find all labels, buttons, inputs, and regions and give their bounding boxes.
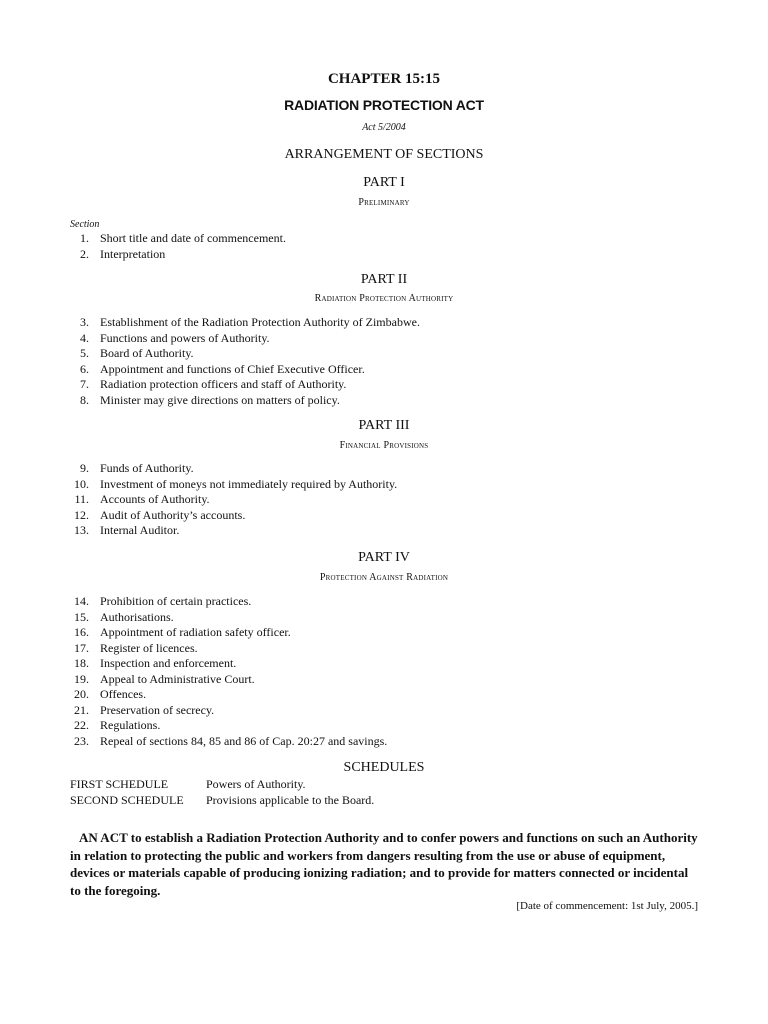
section-number: 4.	[80, 330, 89, 345]
chapter-number: CHAPTER 15:15	[327, 71, 441, 87]
section-number: 20.	[74, 687, 89, 701]
section-number: 16.	[74, 625, 89, 639]
section-item	[70, 346, 698, 362]
act-title: RADIATION PROTECTION ACT	[284, 97, 484, 113]
section-title: Appointment of radiation safety officer.	[100, 625, 291, 639]
schedules-heading: SCHEDULES	[343, 760, 425, 775]
section-number: 10.	[74, 476, 89, 491]
section-number: 9.	[80, 461, 89, 475]
part-3-subheading: Financial Provisions	[339, 440, 429, 451]
arrangement-heading: ARRANGEMENT OF SECTIONS	[284, 147, 484, 162]
section-item	[70, 687, 698, 703]
section-title: Regulations.	[100, 718, 161, 732]
section-item	[70, 703, 698, 719]
section-title: Authorisations.	[100, 609, 174, 624]
part-2-subheading: Radiation Protection Authority	[314, 293, 454, 304]
schedule-description: Powers of Authority.	[206, 777, 306, 791]
section-number: 19.	[74, 671, 89, 686]
section-title: Appeal to Administrative Court.	[100, 671, 255, 686]
section-title: Board of Authority.	[100, 346, 194, 360]
section-label: Section	[70, 219, 100, 230]
section-number: 12.	[74, 507, 89, 522]
section-item	[70, 461, 698, 477]
part-1-heading: PART I	[363, 175, 405, 190]
section-item	[70, 734, 698, 750]
section-title: Appointment and functions of Chief Executive Officer.	[100, 361, 365, 376]
section-item	[70, 231, 698, 247]
section-item	[70, 362, 698, 378]
section-title: Minister may give directions on matters of policy.	[100, 392, 340, 407]
section-number: 1.	[80, 231, 89, 245]
section-title: Audit of Authority’s accounts.	[100, 507, 246, 522]
section-title: Accounts of Authority.	[100, 492, 210, 506]
section-title: Interpretation	[100, 246, 166, 261]
section-title: Investment of moneys not immediately required by Authority.	[100, 476, 398, 491]
part-4-sections	[70, 594, 698, 749]
section-title: Register of licences.	[100, 640, 198, 655]
section-number: 18.	[74, 656, 89, 670]
section-number: 22.	[74, 718, 89, 732]
section-number: 23.	[74, 733, 89, 748]
section-title: Functions and powers of Authority.	[100, 330, 270, 345]
section-title: Establishment of the Radiation Protection Authority of Zimbabwe.	[100, 315, 420, 329]
commencement-date: [Date of commencement: 1st July, 2005.]	[516, 900, 698, 912]
section-item	[70, 610, 698, 626]
section-item	[70, 718, 698, 734]
schedule-name: FIRST SCHEDULE	[70, 777, 169, 791]
part-4-subheading: Protection Against Radiation	[319, 572, 449, 583]
section-title: Short title and date of commencement.	[100, 231, 286, 245]
section-item	[70, 393, 698, 409]
section-number: 6.	[80, 361, 89, 376]
act-preamble: AN ACT to establish a Radiation Protection Authority and to confer powers and functions on such an Authority in relation to protecting the public and workers from dangers resulting from the use or abuse of equipment, devices or materials capable of producing ionizing radiation; and to provide for matters connected or incidental to the foregoing.	[70, 830, 698, 898]
section-item	[70, 331, 698, 347]
section-number: 7.	[80, 377, 89, 391]
act-number: Act 5/2004	[362, 122, 406, 133]
part-1-subheading: Preliminary	[358, 197, 410, 208]
section-number: 15.	[74, 609, 89, 624]
section-item	[70, 625, 698, 641]
part-4-heading: PART IV	[358, 550, 410, 565]
section-title: Radiation protection officers and staff of Authority.	[100, 377, 347, 391]
section-title: Offences.	[100, 687, 147, 701]
section-number: 11.	[74, 492, 89, 506]
schedule-name: SECOND SCHEDULE	[70, 793, 184, 807]
section-item	[70, 492, 698, 508]
part-2-heading: PART II	[360, 272, 408, 287]
section-item	[70, 523, 698, 539]
section-item	[70, 672, 698, 688]
section-number: 3.	[80, 315, 89, 329]
section-title: Preservation of secrecy.	[100, 702, 215, 717]
section-number: 14.	[74, 594, 89, 608]
section-item	[70, 315, 698, 331]
part-2-sections	[70, 315, 698, 408]
section-item	[70, 477, 698, 493]
document-page	[70, 0, 698, 1024]
part-3-heading: PART III	[358, 418, 410, 433]
schedule-description: Provisions applicable to the Board.	[206, 793, 375, 807]
section-title: Inspection and enforcement.	[100, 656, 237, 670]
section-number: 8.	[80, 392, 89, 407]
part-1-sections	[70, 231, 698, 262]
part-3-sections	[70, 461, 698, 539]
section-number: 13.	[74, 523, 89, 537]
section-title: Repeal of sections 84, 85 and 86 of Cap. 20:27 and savings.	[100, 733, 388, 748]
section-item	[70, 377, 698, 393]
section-number: 21.	[74, 702, 89, 717]
section-item	[70, 247, 698, 263]
section-item	[70, 594, 698, 610]
section-title: Internal Auditor.	[100, 523, 180, 537]
section-title: Funds of Authority.	[100, 461, 194, 475]
section-number: 17.	[74, 640, 89, 655]
section-title: Prohibition of certain practices.	[100, 594, 252, 608]
section-number: 2.	[80, 246, 89, 261]
section-item	[70, 656, 698, 672]
section-item	[70, 508, 698, 524]
section-item	[70, 641, 698, 657]
section-number: 5.	[80, 346, 89, 360]
